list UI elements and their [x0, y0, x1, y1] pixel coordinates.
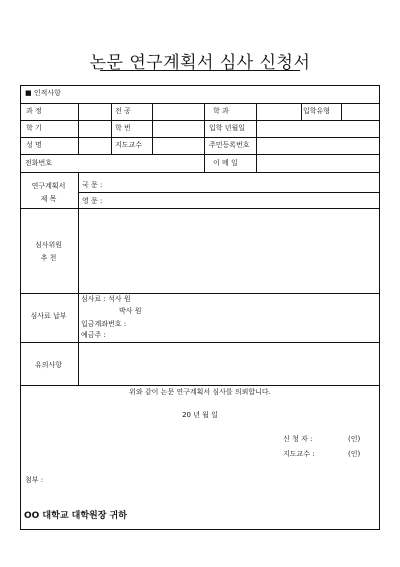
request-statement: 위와 같이 논문 연구계획서 심사를 의뢰합니다. [129, 388, 271, 396]
admission-type-label: 입학유형 [303, 107, 331, 115]
advisor-sign-label: 지도교수 : [283, 450, 315, 458]
divider [21, 137, 379, 138]
divider [341, 103, 342, 120]
advisor-seal: (인) [348, 450, 361, 458]
admission-date-label: 입학 년월일 [209, 124, 246, 132]
divider [111, 103, 112, 154]
semester-label: 학 기 [26, 124, 42, 132]
divider [21, 293, 379, 294]
divider [21, 208, 379, 209]
fee-holder: 예금주 : [81, 331, 106, 339]
applicant-seal: (인) [348, 435, 361, 443]
notes-label: 유의사항 [34, 361, 63, 369]
plan-title-label-2: 제 목 [40, 195, 57, 203]
date-line: 20 년 월 일 [182, 411, 218, 419]
divider [256, 103, 257, 172]
divider [21, 342, 379, 343]
title-underline [100, 70, 300, 71]
fee-masters: 심사료 : 석사 원 [81, 295, 131, 303]
divider [21, 103, 379, 104]
korean-title-label: 국 문 : [82, 181, 103, 189]
fee-account: 입금계좌번호 : [81, 320, 127, 328]
email-label: 이 메 일 [213, 159, 238, 167]
major-label: 전 공 [115, 107, 131, 115]
attachment-label: 첨부 : [25, 476, 44, 484]
divider [301, 103, 302, 120]
application-form [20, 85, 380, 530]
course-label: 과 정 [26, 107, 42, 115]
english-title-label: 영 문 : [82, 197, 103, 205]
name-label: 성 명 [26, 141, 42, 149]
document-title: 논문 연구계획서 심사 신청서 [89, 53, 311, 73]
phone-label: 전화번호 [25, 159, 53, 167]
advisor-label: 지도교수 [115, 141, 143, 149]
divider [21, 385, 379, 386]
divider [152, 103, 153, 154]
divider [78, 192, 379, 193]
resident-number-label: 주민등록번호 [209, 141, 250, 149]
plan-title-label: 연구계획서 [31, 182, 66, 190]
applicant-label: 신 청 자 : [283, 435, 313, 443]
divider [204, 103, 205, 172]
divider [21, 120, 379, 121]
department-label: 학 과 [213, 107, 229, 115]
divider [21, 172, 379, 173]
committee-label-2: 추 천 [40, 254, 57, 262]
addressee-signature: OO 대학교 대학원장 귀하 [24, 511, 127, 521]
fee-label: 심사료 납부 [30, 312, 67, 320]
student-id-label: 학 번 [115, 124, 131, 132]
divider [21, 154, 379, 155]
divider [78, 172, 79, 385]
section-header: ■ 인적사항 [25, 89, 61, 97]
committee-label: 심사위원 [34, 241, 63, 249]
fee-doctoral: 박사 원 [119, 307, 142, 315]
divider [78, 103, 79, 154]
